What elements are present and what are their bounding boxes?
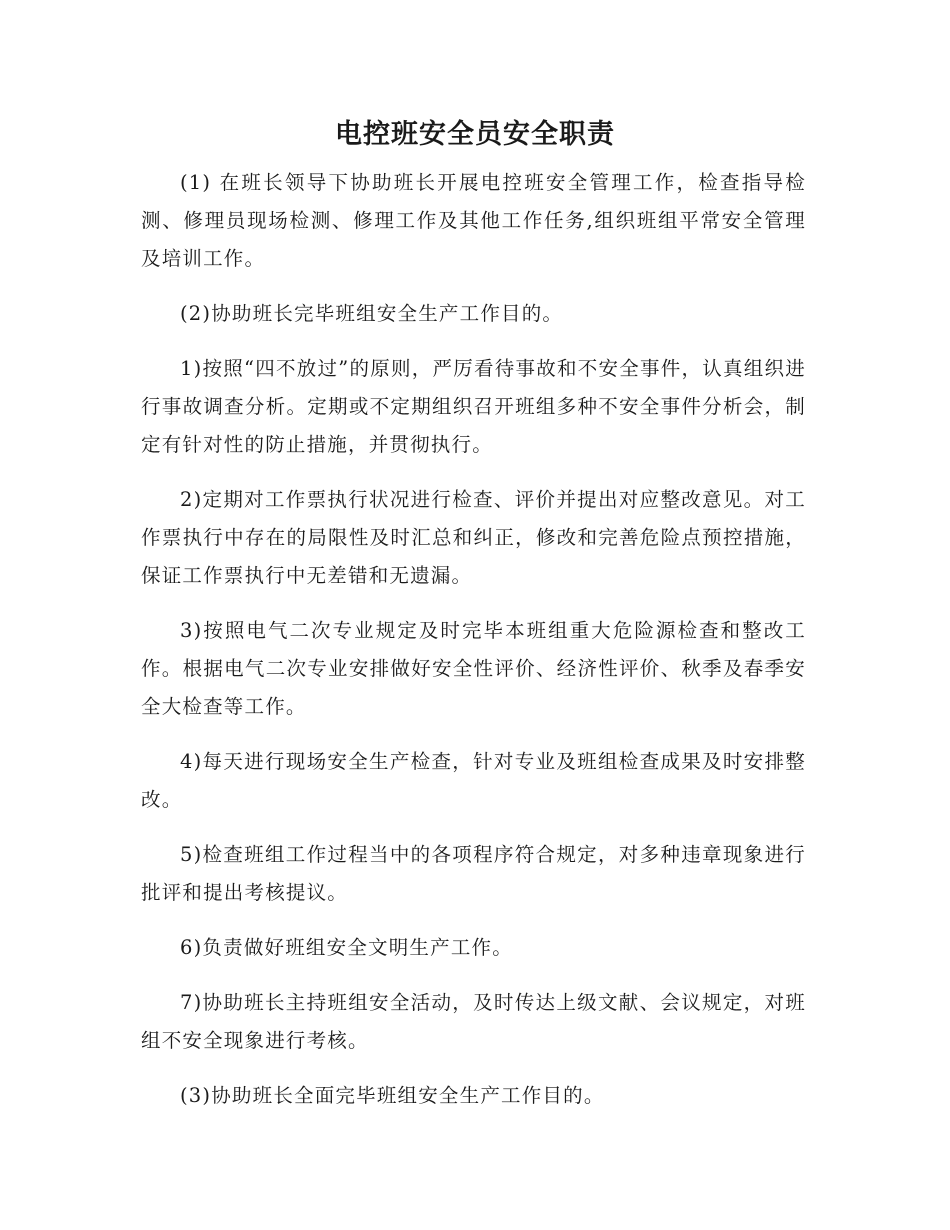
paragraph-5: 3)按照电气二次专业规定及时完毕本班组重大危险源检查和整改工作。根据电气二次专业安排做好安全性评价、经济性评价、秋季及春季安全大检查等工作。: [141, 619, 806, 718]
paragraph-6: 4)每天进行现场安全生产检查，针对专业及班组检查成果及时安排整改。: [141, 750, 806, 811]
paragraph-3: 1)按照“四不放过”的原则，严厉看待事故和不安全事件，认真组织进行事故调查分析。定期或不定期组织召开班组多种不安全事件分析会，制定有针对性的防止措施，并贯彻执行。: [141, 357, 806, 456]
paragraph-9: 7)协助班长主持班组安全活动，及时传达上级文献、会议规定，对班组不安全现象进行考核。: [141, 991, 806, 1052]
document-title: 电控班安全员安全职责: [335, 119, 615, 150]
paragraph-1: (1) 在班长领导下协助班长开展电控班安全管理工作，检查指导检测、修理员现场检测、修理工作及其他工作任务,组织班组平常安全管理及培训工作。: [141, 171, 806, 270]
paragraph-8: 6)负责做好班组安全文明生产工作。: [180, 936, 513, 959]
paragraph-4: 2)定期对工作票执行状况进行检查、评价并提出对应整改意见。对工作票执行中存在的局限性及时汇总和纠正，修改和完善危险点预控措施，保证工作票执行中无差错和无遗漏。: [141, 488, 806, 587]
paragraph-2: (2)协助班长完毕班组安全生产工作目的。: [180, 302, 564, 325]
document-body: [141, 164, 806, 1132]
paragraph-10: (3)协助班长全面完毕班组安全生产工作目的。: [180, 1084, 605, 1107]
paragraph-7: 5)检查班组工作过程当中的各项程序符合规定，对多种违章现象进行批评和提出考核提议。: [141, 843, 806, 904]
